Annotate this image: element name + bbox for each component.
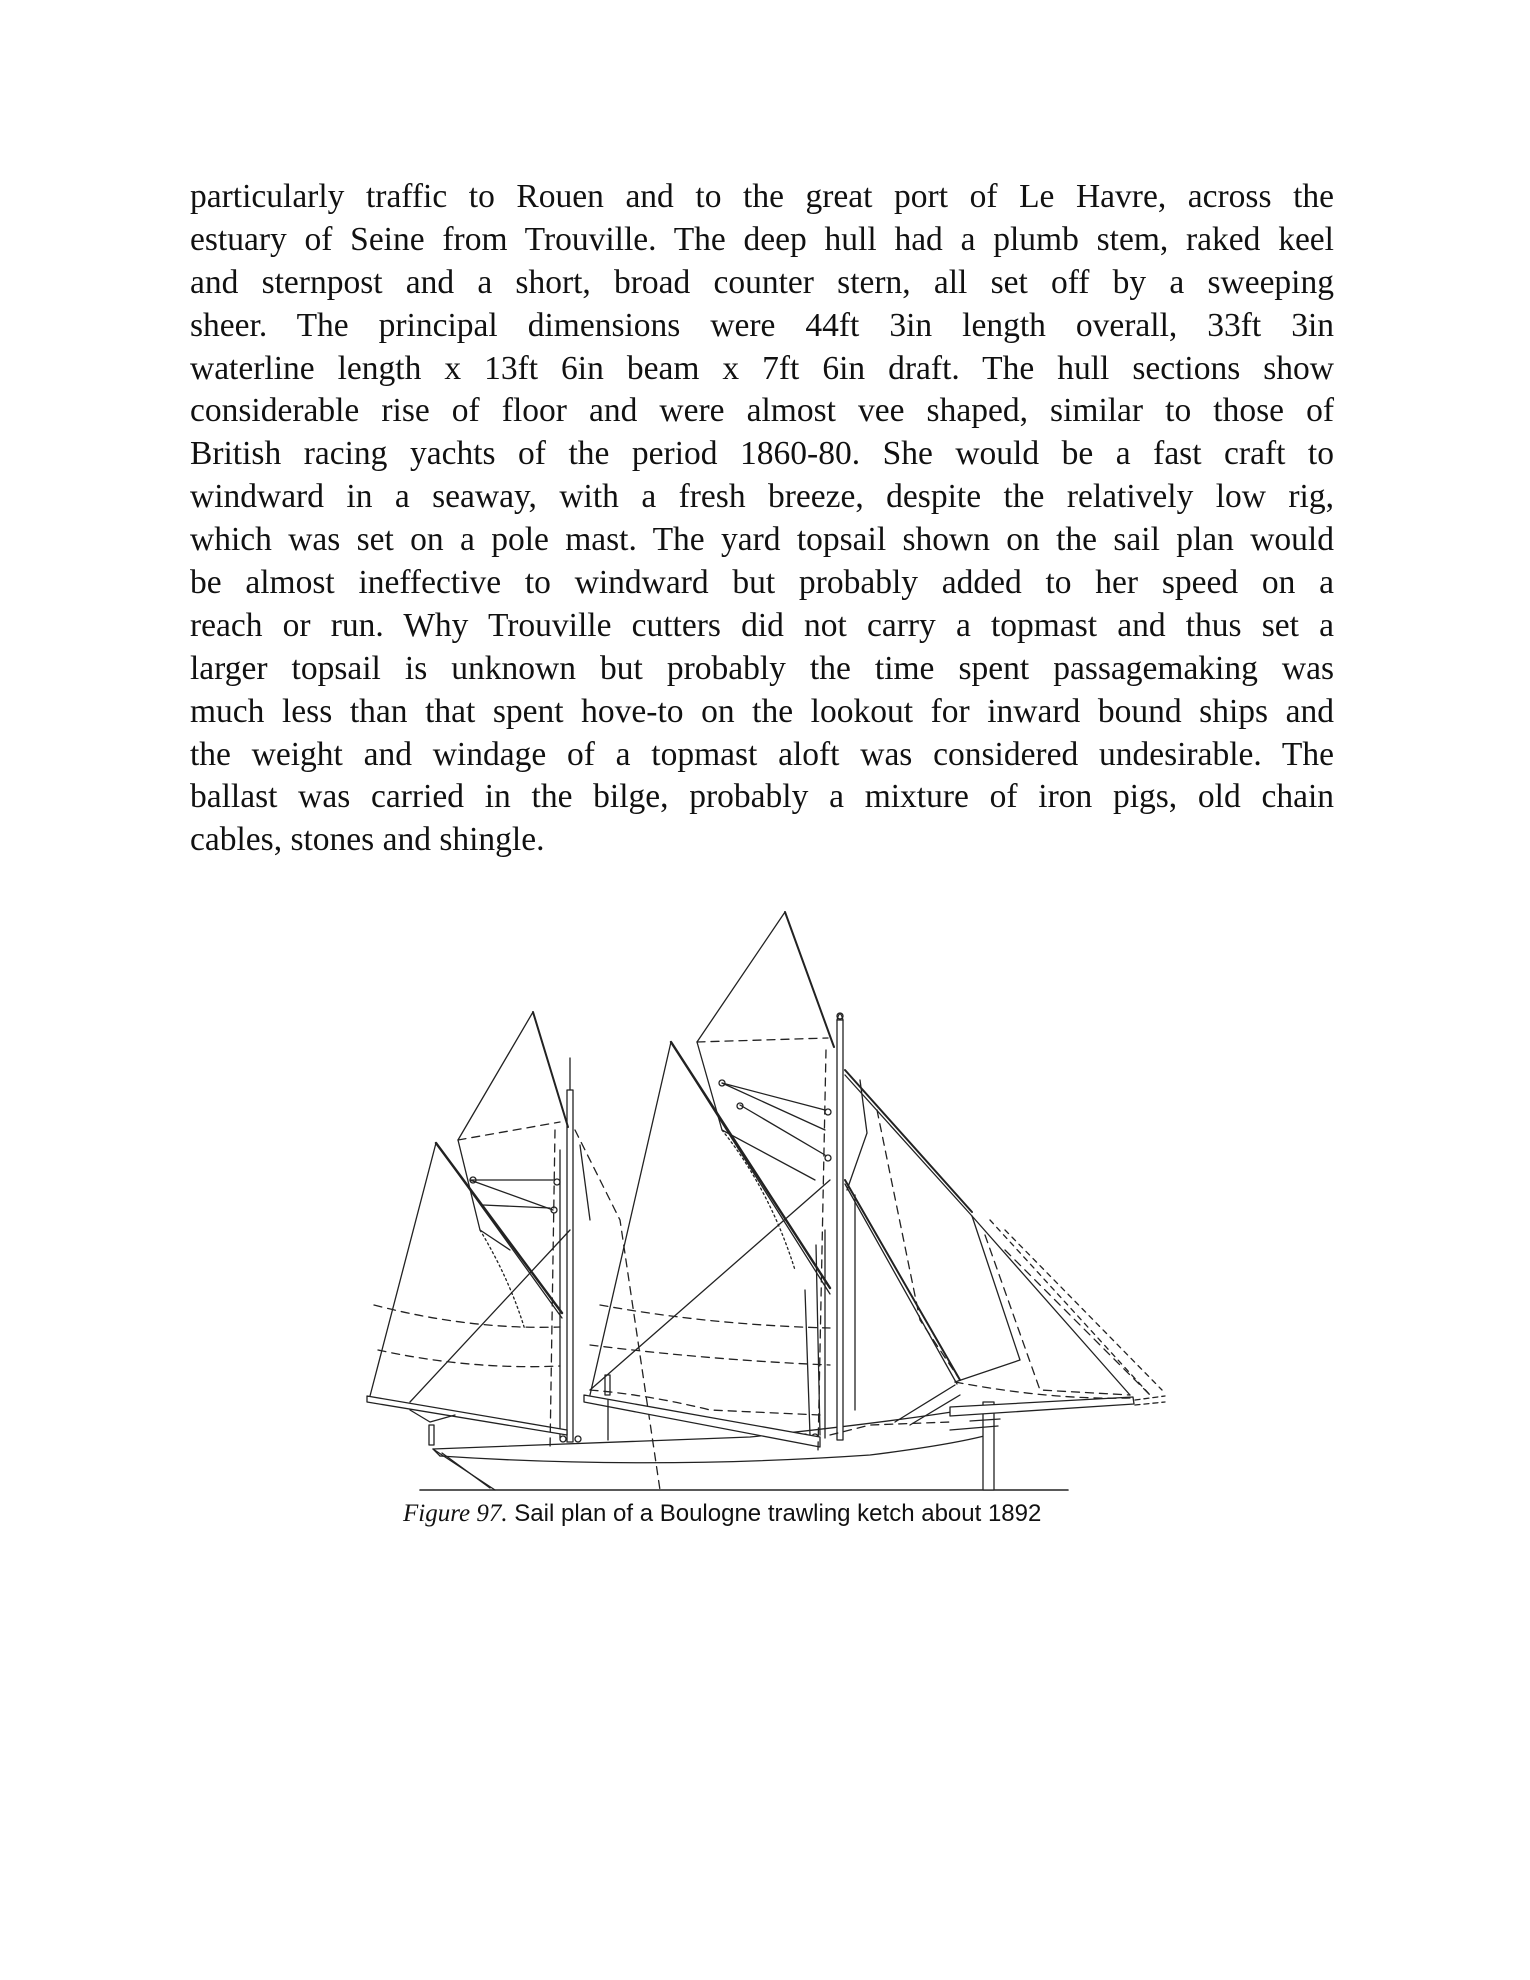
text-line: estuary of Seine from Trouville. The deep hull had a plumb stem, raked keel (190, 220, 1334, 258)
sail-plan-figure (350, 890, 1180, 1510)
text-line: cables, stones and shingle. (190, 821, 545, 859)
text-line: the weight and windage of a topmast aloft was considered undesirable. The (190, 735, 1334, 773)
text-line: considerable rise of floor and were almost vee shaped, similar to those of (190, 392, 1334, 430)
text-line: British racing yachts of the period 1860-80. She would be a fast craft to (190, 435, 1334, 473)
mainsail (584, 1042, 830, 1447)
text-line: larger topsail is unknown but probably the time spent passagemaking was (190, 649, 1334, 687)
sail-plan-drawing (350, 890, 1180, 1510)
text-line: much less than that spent hove-to on the lookout for inward bound ships and (190, 692, 1334, 730)
text-line: waterline length x 13ft 6in beam x 7ft 6in draft. The hull sections show (190, 349, 1334, 387)
text-line: reach or run. Why Trouville cutters did not carry a topmast and thus set a (190, 606, 1334, 644)
mizzen-topsail (458, 1012, 568, 1450)
text-line: be almost ineffective to windward but probably added to her speed on a (190, 564, 1334, 602)
text-line: sheer. The principal dimensions were 44ft 3in length overall, 33ft 3in (190, 306, 1334, 344)
bowsprit (950, 1397, 1134, 1416)
mizzen-staysail (575, 1130, 660, 1490)
main-topsail (697, 912, 834, 1450)
text-line: ballast was carried in the bilge, probably a mixture of iron pigs, old chain (190, 778, 1334, 816)
mizzen-sail (367, 1143, 567, 1445)
hull (433, 1402, 1000, 1490)
figure-label: Figure 97. (403, 1500, 508, 1527)
text-line: which was set on a pole mast. The yard topsail shown on the sail plan would (190, 521, 1334, 559)
main-mast (792, 1013, 843, 1440)
text-line: windward in a seaway, with a fresh breeze, despite the relatively low rig, (190, 478, 1334, 516)
mizzen-mast (560, 1058, 581, 1442)
text-line: and sternpost and a short, broad counter stern, all set off by a sweeping (190, 263, 1334, 301)
figure-caption (403, 1500, 1041, 1528)
body-paragraph (190, 176, 1334, 862)
text-line: particularly traffic to Rouen and to the great port of Le Havre, across the (190, 178, 1334, 215)
headsails (830, 1070, 1162, 1435)
figure-caption-text: Sail plan of a Boulogne trawling ketch about 1892 (507, 1500, 1042, 1527)
